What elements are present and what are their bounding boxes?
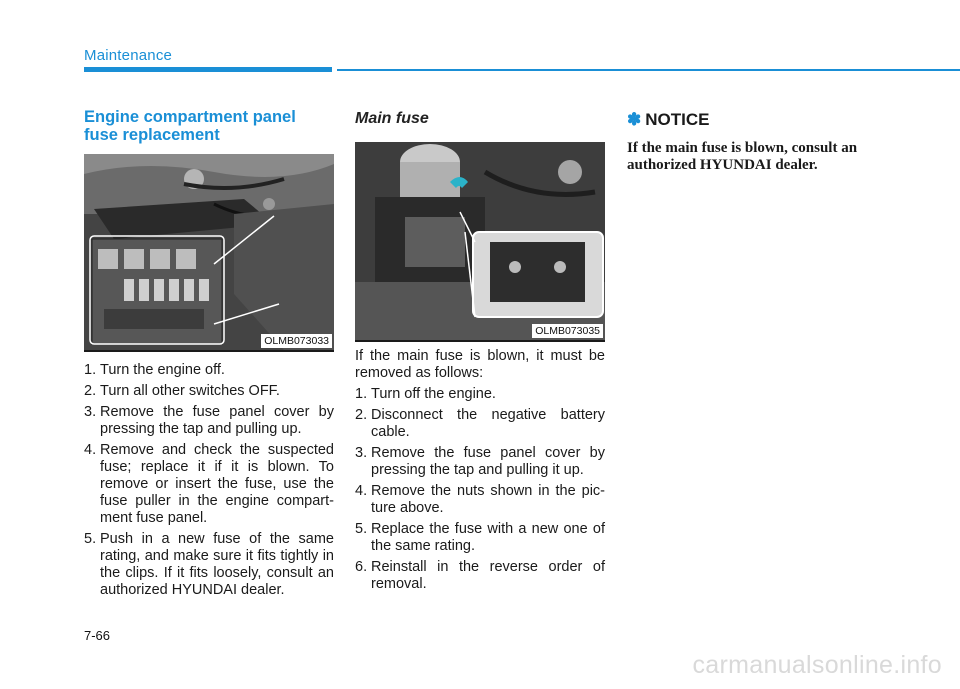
step-number: 4. <box>84 442 97 458</box>
step-number: 2. <box>84 383 97 399</box>
step-text: Remove the fuse panel cover by pressing the tap and pulling it up. <box>371 445 605 478</box>
left-column <box>84 108 334 599</box>
notice-text: If the main fuse is blown, consult an authorized HYUNDAI dealer. <box>627 140 858 173</box>
engine-fuse-panel-illustration <box>84 154 334 350</box>
list-item <box>355 559 605 593</box>
notice-icon: ✽ <box>627 110 642 129</box>
step-number: 1. <box>84 362 97 378</box>
header-rule-thick <box>84 67 332 72</box>
step-text: Disconnect the negative battery cable. <box>371 407 605 440</box>
list-item <box>84 442 334 527</box>
step-number: 5. <box>84 531 97 547</box>
figure-code: OLMB073035 <box>532 324 603 338</box>
step-text: Turn the engine off. <box>100 362 225 378</box>
list-item <box>355 521 605 555</box>
step-text: Remove the nuts shown in the pic- ture above. <box>371 483 605 516</box>
step-text: Push in a new fuse of the same rating, and make sure it fits tightly in the clips. If it fits loosely, consult an authorized HYUNDAI dealer. <box>100 531 334 598</box>
notice-title: NOTICE <box>645 110 710 129</box>
list-item <box>355 386 605 403</box>
step-text: Remove and check the suspected fuse; replace it if it is blown. To remove or insert the fuse, use the fuse puller in the engine compart- ment fuse panel. <box>100 442 334 526</box>
section-title-line-1: Engine compartment panel <box>84 108 296 126</box>
header-rule-thin <box>337 69 960 71</box>
list-item <box>355 445 605 479</box>
main-fuse-steps <box>355 386 605 593</box>
step-number: 2. <box>355 407 368 423</box>
main-fuse-photo <box>355 142 605 342</box>
page-number: 7-66 <box>84 628 111 643</box>
main-fuse-illustration <box>355 142 605 340</box>
step-text: Replace the fuse with a new one of the same rating. <box>371 521 605 554</box>
right-column <box>627 110 897 174</box>
step-text: Reinstall in the reverse order of removal. <box>371 559 605 592</box>
replacement-steps <box>84 362 334 599</box>
step-number: 4. <box>355 483 368 499</box>
step-number: 1. <box>355 386 368 402</box>
list-item <box>355 483 605 517</box>
watermark: carmanualsonline.info <box>692 651 942 679</box>
engine-fuse-panel-photo <box>84 154 334 352</box>
notice-heading <box>627 110 897 130</box>
step-number: 3. <box>84 404 97 420</box>
step-number: 5. <box>355 521 368 537</box>
section-title-line-2: fuse replacement <box>84 126 220 144</box>
figure-code: OLMB073033 <box>261 334 332 348</box>
step-number: 6. <box>355 559 368 575</box>
list-item <box>84 531 334 599</box>
step-text: Remove the fuse panel cover by pressing the tap and pulling up. <box>100 404 334 437</box>
section-title <box>84 108 334 144</box>
main-fuse-intro: If the main fuse is blown, it must be removed as follows: <box>355 348 605 381</box>
main-fuse-title: Main fuse <box>355 110 429 127</box>
step-text: Turn off the engine. <box>371 386 496 402</box>
step-number: 3. <box>355 445 368 461</box>
middle-column <box>355 110 605 593</box>
list-item <box>84 404 334 438</box>
list-item <box>355 407 605 441</box>
section-header: Maintenance <box>84 47 173 64</box>
list-item <box>84 362 334 379</box>
list-item <box>84 383 334 400</box>
step-text: Turn all other switches OFF. <box>100 383 280 399</box>
